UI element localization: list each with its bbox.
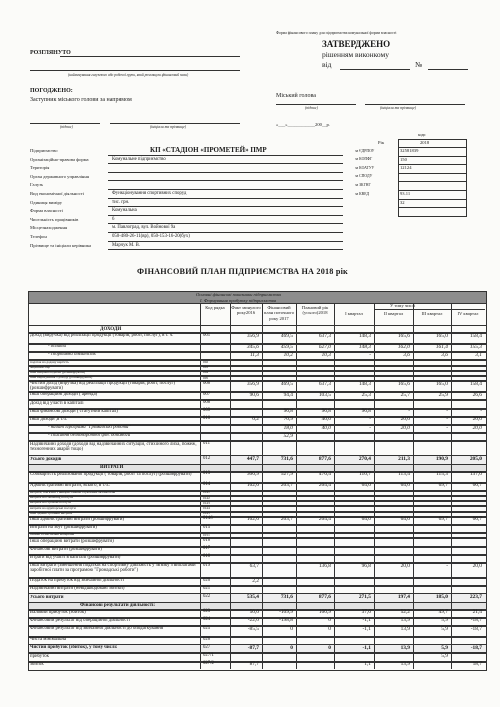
row-value: 160,9 [318,609,331,616]
row-value: 527,9 [280,471,293,478]
row-label: Інші фінансові доходи ( статутний капітал) [30,408,118,414]
row-code: 018 [203,554,211,560]
row-label: Чистий прибуток (збиток), у тому числі: [30,645,118,651]
company-row-line [108,249,343,250]
company-code-label: за КВЕД [355,191,370,196]
row-label: інші вирахування з доходу (розшифрувати) [30,376,93,380]
row-value: 20,0 [400,424,410,431]
number-label: № [415,60,423,69]
plan-title: ФІНАНСОВИЙ ПЛАН ПІДПРИЄМСТВА НА 2018 рік [137,267,348,276]
row-value: -22,0 [247,617,259,624]
row-value: 264,4 [318,482,331,489]
row-label: інші непрямі податки (розшифрувати) [30,371,86,374]
row-value: 20,0 [472,416,482,423]
row-code: 021 [203,585,211,591]
row-value: 64,0 [361,482,371,489]
row-value: 13,9 [400,661,410,668]
row-code: 015 [203,524,211,530]
row-value: 5,9 [441,644,448,651]
row-value: -18,7 [470,625,482,632]
agreed-label: РОЗГЛЯНУТО [30,50,71,56]
row-label: Інші операційні витрати (розшифрувати) [30,538,114,544]
column-header: IV квартал [457,311,479,316]
coordinated-label: ПОГОДЖЕНО: [30,88,73,94]
row-code: 010 [203,416,211,422]
row-value: 20,0 [472,562,482,569]
mayor-initials-note: (ініціали та прізвище) [380,106,417,110]
row-value: 3,6 [403,351,410,358]
row-code: 025 [203,625,211,631]
row-value: 2,2 [252,577,259,584]
deputy-initials-note: (ініціали та прізвище) [150,125,187,129]
company-row-value: Комунальна [112,208,137,214]
row-value: 40,0 [321,416,331,423]
row-value: 69,7 [438,516,448,523]
company-row-label: Вид економічної діяльності [30,191,84,196]
row-value: 115,3 [436,471,448,478]
row-label: витрати, пов'язані з використанням службових автомобілів [30,491,116,494]
row-value: -1,1 [362,644,371,651]
row-label: Фінансовий результат від операційної діяльності [30,618,130,623]
row-value: 165,0 [435,380,448,387]
row-value: 64,0 [400,516,410,523]
row-value: 25,3 [361,391,371,398]
company-code-value: 32581839 [400,148,419,153]
row-label: Фінансові витрати (розшифрувати) [30,546,102,552]
company-row-value: Марчук М. В. [112,242,141,248]
row-label: Дохід (виручка) від реалізації продукції (товарів, робіт, послуг), в т. ч. [30,333,174,339]
row-label: Адміністративні витрати, всього, в т.ч.: [30,482,111,488]
row-value: 18,0 [283,424,293,431]
agreed-note: (найменування галузевого або робочої групи, який розглянули фінансовий план) [68,73,189,77]
row-value: - [369,416,371,423]
row-value: 148,3 [358,343,371,350]
column-line [230,303,231,669]
row-value: 877,6 [318,455,331,462]
company-row-line [108,155,343,156]
row-value: 476,4 [318,471,331,478]
row-value: 459,5 [280,343,293,350]
row-value: - [369,351,371,358]
row-value: 469,5 [280,332,293,339]
row-label: акцизний збір [30,365,51,369]
row-label: податок на додану вартість [30,360,69,364]
company-row-line [108,180,343,181]
row-label: інші адміністративні витрати [30,511,73,515]
form-note: Форма фінансового плану для підприємства комунальної форми власності [276,31,397,35]
company-code-value: 12124 [400,165,412,171]
row-value: 70,9 [283,416,293,423]
row-label: Чистий дохід (виручка) від реалізації продукції (товарів, робіт, послуг) (розшифрувати) [30,381,176,392]
company-row-value: м. Павлоград, вул. Войнової 9а [112,225,176,231]
row-value: 0 [328,625,331,632]
row-value: -109,9 [279,609,293,616]
row-value: 5,9 [441,617,448,624]
row-label: Інші доходи ,в т.ч. [30,417,68,422]
quarters-header: У тому числі [390,303,416,308]
row-code: 005 [203,375,209,380]
row-value: 20,0 [400,562,410,569]
row-value: 50,0 [249,609,259,616]
row-value: 66,7 [472,516,482,523]
row-code: 020 [203,577,211,583]
row-code: 019 [203,562,211,568]
row-code: 0146 [203,516,213,522]
company-row-line [108,232,343,233]
row-value: - [446,562,448,569]
row-value: 11,3 [249,351,259,358]
row-value: 205,0 [469,455,482,462]
row-value: 165,6 [397,380,410,387]
row-value: -18,7 [470,617,482,624]
section-title: ДОХОДИ [100,326,122,332]
section-title: ВИТРАТИ [100,465,124,471]
row-value: 0 [290,644,293,651]
from-label: від [322,60,332,69]
row-value: 87,7 [249,661,259,668]
company-row-value: КП «СТАДІОН «ПРОМЕТЕЙ» ПМР [150,146,267,154]
company-row-label: Чисельність працівників [30,216,79,222]
company-row-line [108,215,343,216]
row-label: збиток [30,661,44,667]
row-code: 009 [203,408,211,414]
row-code: 024 [203,617,211,623]
mayor-label: Міський голова [276,93,316,99]
company-row-label: Орган державного управління [30,173,89,179]
row-label: Валовий прибуток (збиток) [30,609,86,615]
row-value: 25,9 [438,391,448,398]
row-value: 26,6 [472,391,482,398]
row-value: 20,0 [400,416,410,423]
row-code: 026 [203,636,211,642]
row-value: 64,0 [361,516,371,523]
row-label: витрати на страхові послуги [30,501,71,505]
column-header: Плановий рік (усього)2018 [301,305,329,316]
row-value: 161,4 [435,343,448,350]
row-value: 0 [290,625,293,632]
column-line [374,303,375,669]
row-label: Усього доходів [30,456,62,462]
column-line [334,303,335,669]
row-value: 18,7 [472,661,482,668]
row-value: 3,1 [475,351,482,358]
mayor-sign-note: (підпис) [305,106,318,110]
column-header: Фінансовий план поточного року 2017 [263,305,295,321]
row-code: 016 [203,537,211,543]
row-label: Втрати від участі в капіталі (розшифрувати) [30,555,121,560]
row-label: Податок на прибуток від звичайної діяльності [30,578,124,584]
row-label: Надзвичайні доходи (доходи від надзвичайних ситуацій, стихійного лиха, пожеж, техногенних аварій тощо) [30,441,197,452]
row-code: 001 [203,332,211,338]
company-code-value: 32 [400,199,405,205]
company-row-label: Одиниця виміру [30,199,63,205]
row-code: 011 [203,440,211,446]
row-code: 027/1 [203,652,214,658]
company-code-label: за КОАТУУ [355,165,375,170]
section-title: Фінансові результати діяльності: [80,603,156,609]
row-value: 162,0 [397,343,410,350]
row-value: -198,8 [279,617,293,624]
row-value: 90,6 [249,391,259,398]
row-value: 270,4 [358,455,371,462]
row-value: 5,9 [441,652,448,659]
company-row-value: Комунальне підприємство [112,156,166,162]
row-value: - [480,408,482,415]
row-value: 190,9 [435,455,448,462]
company-code-label: за КОПФГ [355,157,373,162]
row-code: 0144 [203,505,210,510]
approved-title: ЗАТВЕРДЖЕНО [322,39,391,49]
row-value: 877,6 [318,593,331,600]
row-label: - списання безповоротної фін. допомоги [48,433,131,439]
row-value: 731,6 [280,455,293,462]
year-label: Рік [378,140,385,145]
row-code: 0142 [203,495,210,500]
row-value: 64,0 [400,482,410,489]
row-value: 21,4 [472,609,482,616]
row-label: Дохід від участі в капіталі [30,400,84,406]
row-value: 37,6 [361,609,371,616]
row-value: 158,4 [469,332,482,339]
row-value: 52,9 [283,432,293,439]
row-value: 264,4 [318,516,331,523]
company-row-line [108,223,343,224]
row-value: 96,8 [361,562,371,569]
row-label: Надзвичайні витрати (невідшкодовані збитки) [30,586,125,592]
company-row-line [108,189,343,190]
row-code: 0143 [203,500,210,505]
company-row-line [108,198,343,199]
table-banner-1: Основні фінансові показники підприємства [196,292,281,297]
row-value: 447,7 [246,455,259,462]
row-value: 25,7 [400,391,410,398]
row-value: 356,9 [246,332,259,339]
column-line [413,303,414,669]
row-value: - [369,424,371,431]
row-label: Витрати на збут (розшифрувати) [30,525,97,531]
company-row-value: 6 [112,216,115,222]
column-header: Код рядка [205,305,225,310]
column-header: ІІ квартал [383,311,404,316]
row-value: 94,4 [283,391,293,398]
row-value: - [408,408,410,415]
row-value: 96,8 [321,408,331,415]
row-value: 3,6 [441,351,448,358]
row-value: 0 [328,644,331,651]
company-row-value: Функціонування спортивних споруд [112,191,187,196]
row-code: 027 [203,644,211,650]
row-label: - надані Програми "Громадські роботи" [48,425,131,431]
row-value: 165,0 [435,332,448,339]
row-value: 356,9 [246,380,259,387]
company-code-box [398,207,467,217]
row-label: - спортивна діяльність [48,352,96,358]
row-label: Фінансовий результат від звичайної діяльності до оподаткування [30,626,164,632]
row-code: 003 [203,365,209,370]
company-code-label: за ЄДРПОУ [355,148,375,153]
row-code: 0141 [203,490,210,495]
row-value: 113,4 [398,471,410,478]
deputy-label: Заступник міського голови за напрямом [30,97,132,103]
row-code: 014 [203,482,211,488]
row-value: 52,2 [400,609,410,616]
row-value: 96,8 [283,408,293,415]
company-row-label: Організаційно-правова форма [30,156,89,162]
row-value: 158,4 [469,380,482,387]
column-header: І квартал [345,311,363,316]
row-value: 731,6 [280,593,293,600]
column-line [451,303,452,669]
row-value: 203,7 [280,482,293,489]
row-value: 136,8 [318,562,331,569]
row-value: 0 [328,617,331,624]
row-value: 637,3 [318,332,331,339]
row-value: 137,0 [469,471,482,478]
row-value: 185,0 [435,593,448,600]
row-code: 022 [203,593,211,599]
company-row-label: Телефон [30,234,47,239]
row-value: 10,3 [321,351,331,358]
row-value: 103,5 [318,391,331,398]
row-code: 007 [203,391,211,397]
company-row-label: Місцезнаходження [30,225,68,231]
quarters-line [374,309,485,310]
decision-label: рішенням виконкому [322,50,389,59]
row-code: 023 [203,609,211,615]
row-label: Інші операційні доходи ( аренда) [30,392,98,398]
row-value: 148,3 [358,380,371,387]
year-value: 2018 [420,140,430,145]
row-value: 469,5 [280,380,293,387]
row-value: 155,3 [469,343,482,350]
row-value: 162,6 [246,482,259,489]
row-code: 002 [203,359,209,364]
row-code: 0145 [203,511,210,516]
row-code: 017 [203,546,211,552]
row-label: палива та мастильні матеріали [30,533,75,537]
company-row-line [108,241,343,242]
row-value: 49,7 [438,609,448,616]
company-row-line [108,206,343,207]
company-code-label: за СПОДУ [355,174,373,179]
row-value: 110,7 [359,471,371,478]
company-row-label: Територія [30,165,50,171]
row-value: 345,6 [246,343,259,350]
row-label: Інші адміністративні витрати (розшифрувати) [30,517,125,522]
row-value: -87,7 [247,644,259,651]
row-value: 148,3 [358,332,371,339]
row-value: 66,7 [472,482,482,489]
company-code-value: 93.11 [400,191,411,196]
column-header: ІІІ квартал [421,311,443,316]
company-row-value: 050-480-26-11(вр), 050-153-16-20(бух) [112,234,190,239]
row-value: 165,6 [397,332,410,339]
row-value: 1,1 [364,661,371,668]
company-row-line [108,172,343,173]
row-value: 13,9 [400,644,410,651]
company-row-line [108,163,343,164]
row-value: 223,7 [469,593,482,600]
company-row-label: Форма власності [30,208,63,214]
company-row-label: Галузь [30,182,44,188]
row-value: 10,2 [283,351,293,358]
row-value: - [446,408,448,415]
row-code: 027/2 [203,661,214,667]
row-label: витрати на аудиторські послуги [30,506,76,510]
row-value: 20,0 [472,424,482,431]
row-label: Усього витрати [30,594,64,600]
row-value: 203,7 [280,516,293,523]
row-value: -18,7 [470,644,482,651]
row-value: - [446,424,448,431]
row-value: 5,9 [441,625,448,632]
row-label: - оплата [48,344,67,350]
row-value: 96,8 [361,408,371,415]
deputy-sign-note: (підпис) [60,125,73,129]
codes-header: коди [418,133,426,137]
row-value: 162,6 [246,516,259,523]
row-value: 306,9 [246,471,259,478]
row-value: 40,0 [321,424,331,431]
column-line [262,303,263,669]
row-label: Собівартість реалізованої продукції ( товарів, робіт та послуг) (розшифрувати) [30,471,192,477]
row-value: 627,0 [318,343,331,350]
row-value: -1,1 [362,617,371,624]
row-value: 69,7 [438,482,448,489]
row-value: 0,2 [252,416,259,423]
row-value: 211,3 [398,455,410,462]
row-value: 13,9 [400,617,410,624]
column-line [200,303,201,669]
column-line [296,303,297,669]
row-value: 197,4 [397,593,410,600]
row-code: 004 [203,370,209,375]
row-value: 535,4 [246,593,259,600]
row-label: Чиста мінімальна [30,637,67,643]
row-code: 0151 [203,532,210,537]
row-label: витрати на consulting послуги [30,496,74,500]
row-value: 13,9 [400,625,410,632]
company-code-value: 150 [400,156,407,162]
column-header: Факт минулого року2016 [231,305,261,316]
row-code: 008 [203,399,211,405]
company-code-label: за ЗКГНГ [355,182,371,187]
row-label: Інші витрати (зменшення податків на спортивну діяльність у зв'язку з виплатами заробітної плати за програмою "Громадські роботи") [30,563,196,574]
row-value: -85,5 [247,625,259,632]
company-row-label: Прізвище та ініціали керівника [30,242,92,248]
company-row-label: Підприємство [30,148,58,153]
row-label: прибуток [30,653,49,659]
company-row-value: тис. грн. [112,199,130,205]
row-value: 63,7 [249,562,259,569]
row-code: 013 [203,471,211,477]
row-value: 271,5 [358,593,371,600]
row-code: 012 [203,455,211,461]
row-code: 006 [203,380,211,386]
date-placeholder: «___»____________200__р. [276,122,330,127]
row-value: 637,3 [318,380,331,387]
table-banner-2: І. Формування прибутку підприємства [200,298,277,303]
row-value: - [446,416,448,423]
row-value: -1,1 [362,625,371,632]
